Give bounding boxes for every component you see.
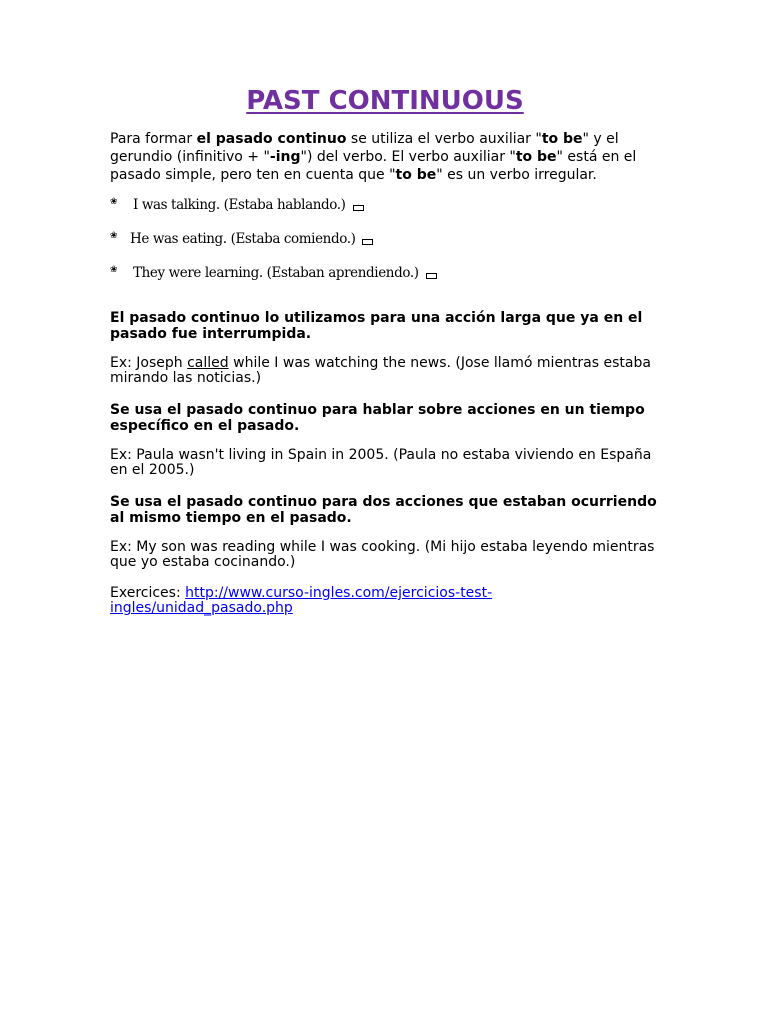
bullet-item	[110, 230, 660, 264]
example-sentence: Ex: Paula wasn't living in Spain in 2005. (Paula no estaba viviendo en España en el 2005.)	[110, 447, 652, 478]
rule-heading: El pasado continuo lo utilizamos para una acción larga que ya en el pasado fue interrumpida.	[110, 310, 643, 342]
bullet-icon: ❀	[110, 265, 118, 275]
placeholder-box-icon	[353, 205, 364, 211]
exercises-label: Exercices:	[110, 585, 186, 601]
example-sentence	[110, 356, 660, 386]
intro-text: se utiliza el verbo auxiliar "	[346, 131, 542, 147]
rule-heading: Se usa el pasado continuo para dos acciones que estaban ocurriendo al mismo tiempo en el pasado.	[110, 494, 657, 526]
page-title: PAST CONTINUOUS	[246, 86, 524, 116]
rule-heading: Se usa el pasado continuo para hablar sobre acciones en un tiempo específico en el pasado.	[110, 402, 645, 434]
placeholder-box-icon	[362, 239, 373, 245]
intro-bold-text: to be	[541, 131, 583, 147]
example-text: Ex: Joseph	[110, 355, 188, 371]
intro-bold-text: -ing	[269, 149, 301, 165]
intro-bold-text: to be	[515, 149, 557, 165]
exercises-link[interactable]: http://www.curso-ingles.com/ejercicios-test-ingles/unidad_pasado.php	[110, 585, 493, 616]
placeholder-box-icon	[426, 273, 437, 279]
intro-text: " está en el pasado simple, pero ten en cuenta que "	[110, 149, 637, 183]
bullet-text-wrap	[133, 196, 364, 214]
example-sentence: Ex: My son was reading while I was cooking. (Mi hijo estaba leyendo mientras que yo estaba cocinando.)	[110, 539, 655, 570]
example-bullet-list	[110, 196, 660, 298]
example-text: while I was watching the news. (Jose llamó mientras estaba mirando las noticias.)	[110, 355, 651, 386]
intro-text: Para formar	[110, 131, 197, 147]
intro-text: " y el gerundio (infinitivo + "	[110, 131, 619, 165]
bullet-item	[110, 196, 660, 230]
intro-bold-text: to be	[395, 167, 437, 183]
bullet-text: He was eating. (Estaba comiendo.)	[130, 231, 356, 247]
intro-bold-text: el pasado continuo	[196, 131, 347, 147]
bullet-item	[110, 264, 660, 298]
bullet-icon: ❀	[110, 231, 118, 241]
exercises-line	[110, 586, 660, 616]
intro-text: " es un verbo irregular.	[436, 167, 597, 183]
bullet-icon: ❀	[110, 197, 118, 207]
bullet-text: They were learning. (Estaban aprendiendo.)	[133, 265, 419, 281]
underlined-word: called	[187, 355, 229, 371]
bullet-text-wrap	[130, 230, 373, 248]
bullet-text-wrap	[133, 264, 437, 282]
bullet-text: I was talking. (Estaba hablando.)	[133, 197, 346, 213]
intro-paragraph	[110, 130, 660, 184]
intro-text: ") del verbo. El verbo auxiliar "	[300, 149, 516, 165]
